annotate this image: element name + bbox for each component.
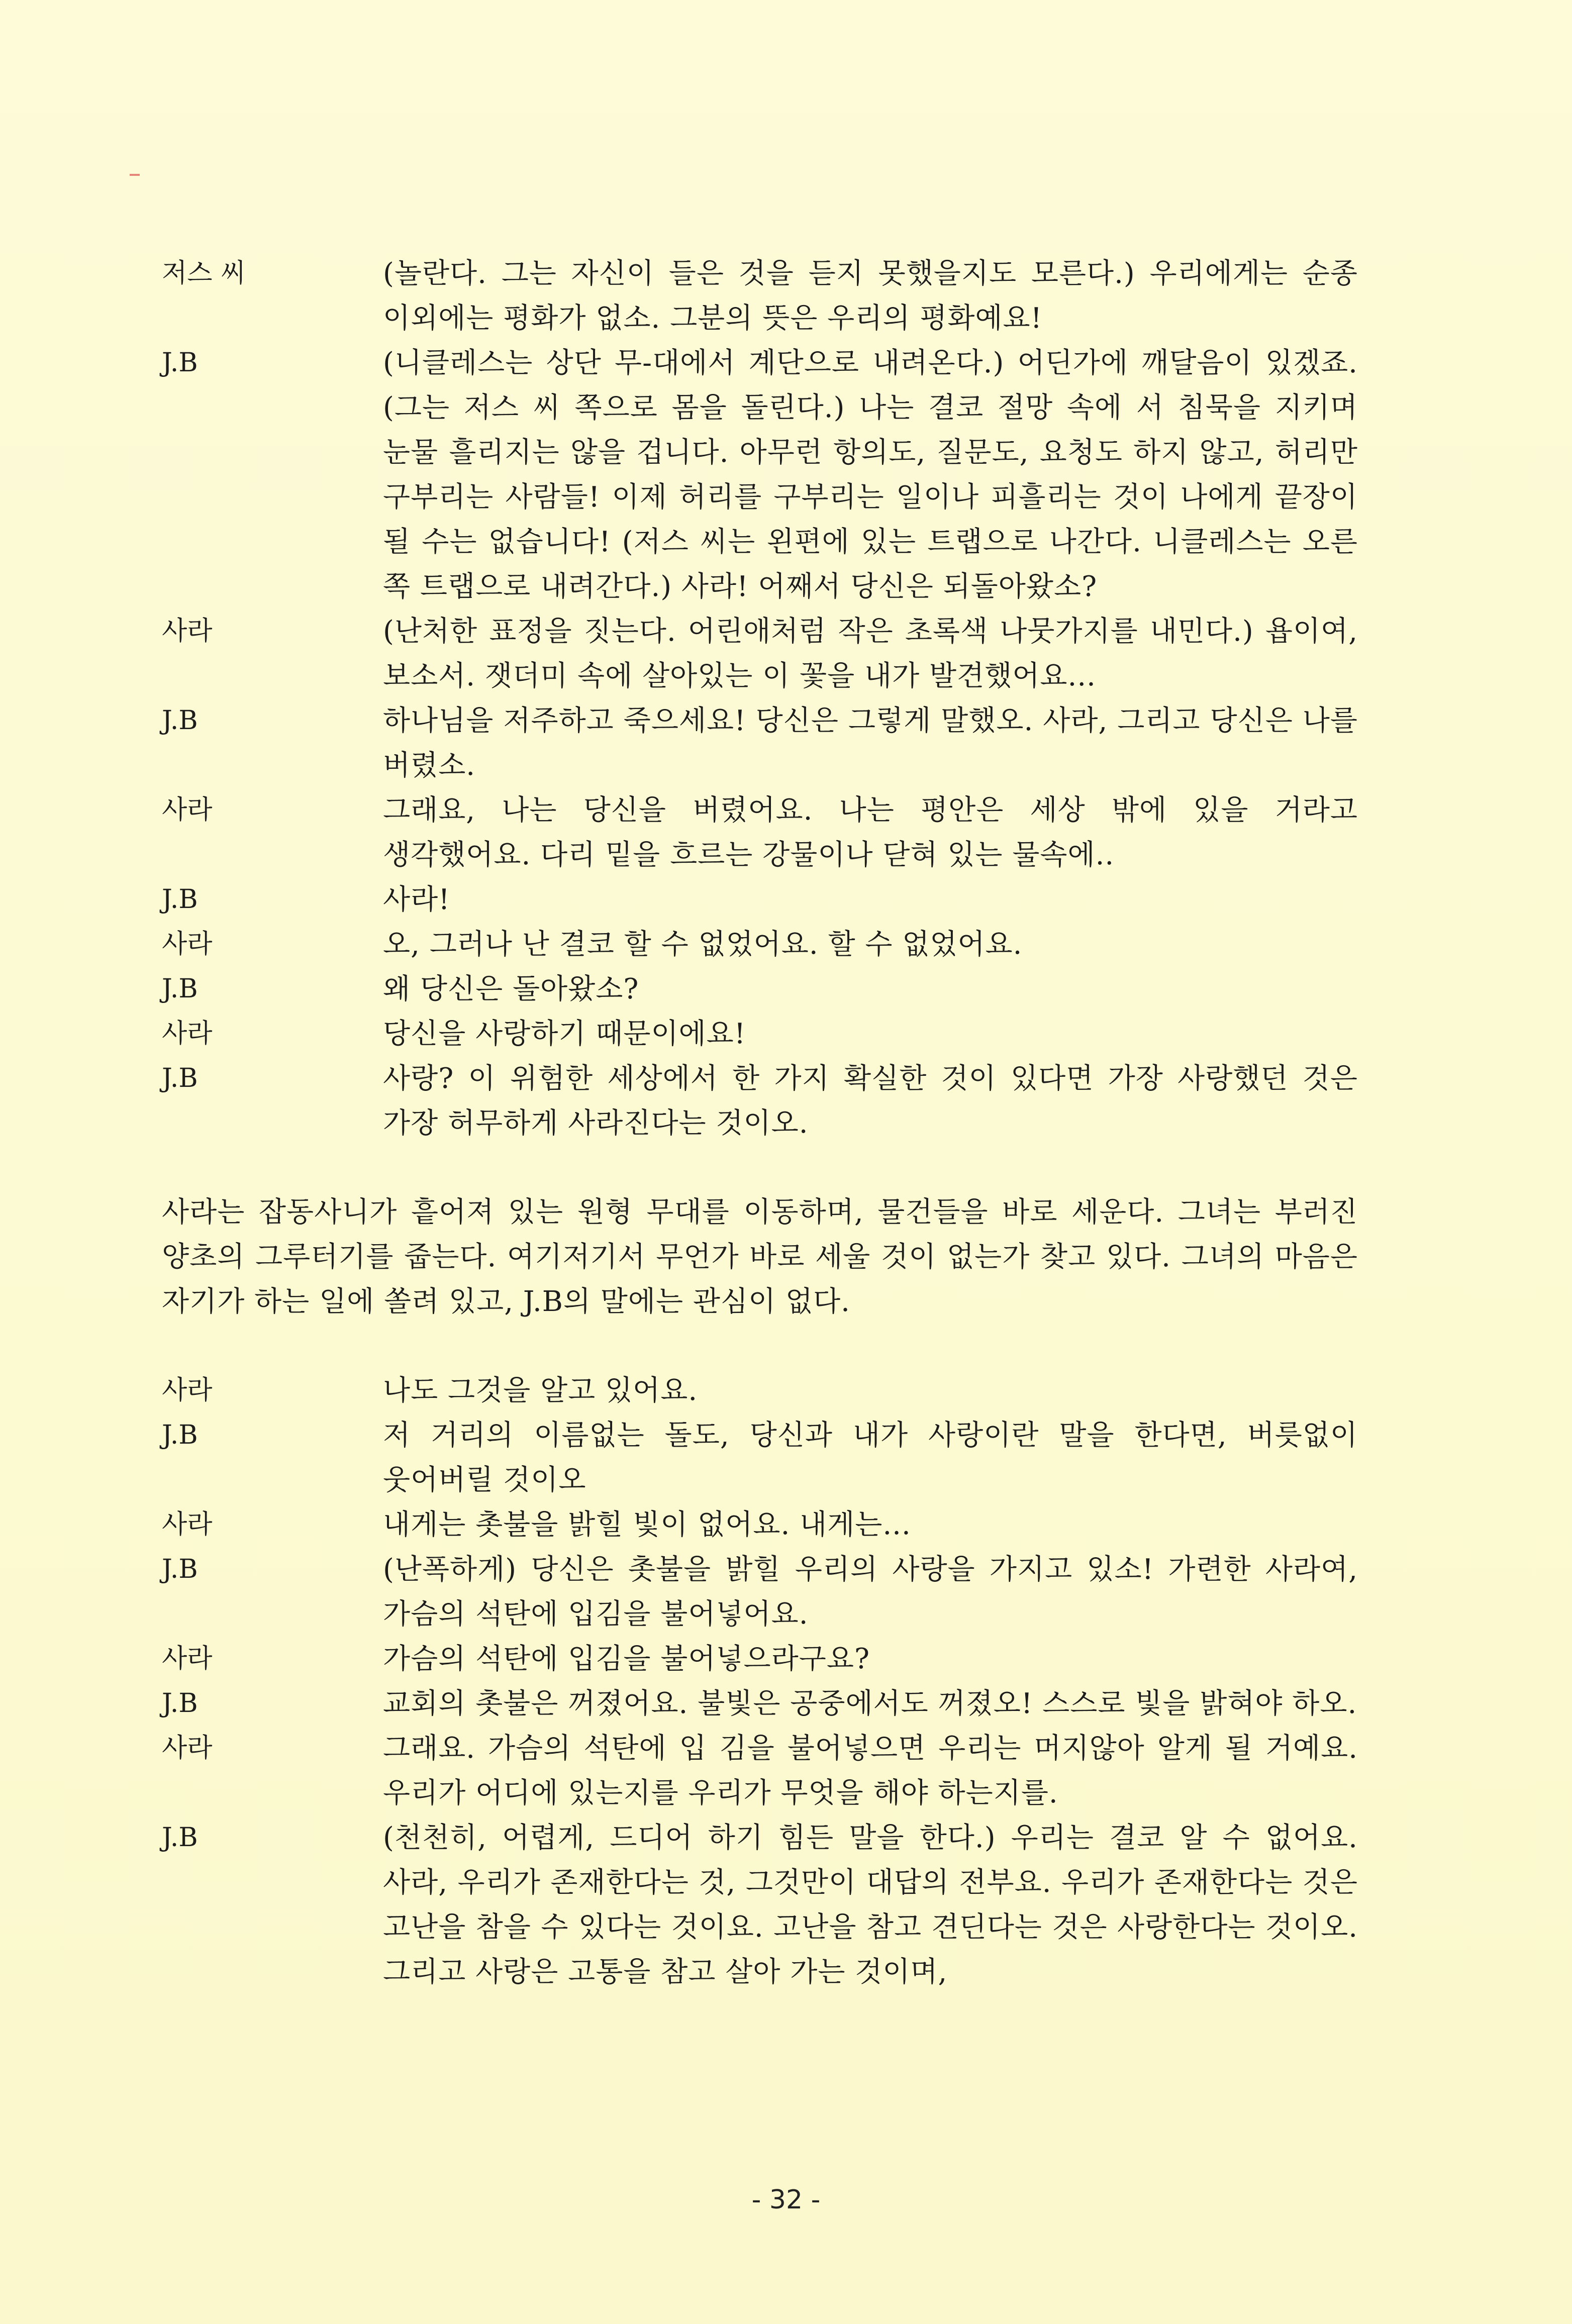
speech-text: 내게는 촛불을 밝힐 빛이 없어요. 내게는... <box>383 1508 911 1541</box>
speaker-name: 사라 <box>162 929 213 959</box>
speech-text: 교회의 촛불은 꺼졌어요. 불빛은 공중에서도 꺼졌오! 스스로 빛을 밝혀야 하오. <box>383 1687 1357 1720</box>
dialogue-line <box>162 609 1358 698</box>
dialogue-line <box>162 1637 1358 1681</box>
speaker-name: J.B <box>162 1688 198 1719</box>
speaker-name: 사라 <box>162 1733 213 1763</box>
speaker-name: J.B <box>162 1554 198 1584</box>
speech-text: (천천히, 어렵게, 드디어 하기 힘든 말을 한다.) 우리는 결코 알 수 없어요. 사라, 우리가 존재한다는 것, 그것만이 대답의 전부요. 우리가 존재한다는 것은 고난을 참을 수 있다는 것이요. 고난을 참고 견딘다는 것은 사랑한다는 것이오. 그리고 사랑은 고통을 참고 살아 가는 것이며, <box>383 1822 1358 1988</box>
speaker-name: J.B <box>162 974 198 1004</box>
dialogue-section-2 <box>162 1368 1358 1994</box>
speaker-name: J.B <box>162 1823 198 1853</box>
dialogue-line <box>162 698 1358 788</box>
speech-text: 사라! <box>383 883 450 916</box>
speaker-name: 저스 씨 <box>162 258 246 288</box>
speech-text: 그래요, 나는 당신을 버렸어요. 나는 평안은 세상 밖에 있을 거라고 생각했어요. 다리 밑을 흐르는 강물이나 닫혀 있는 물속에.. <box>383 794 1358 871</box>
speaker-name: J.B <box>162 884 198 915</box>
speech-text: 하나님을 저주하고 죽으세요! 당신은 그렇게 말했오. 사라, 그리고 당신은 나를 버렸소. <box>383 704 1358 782</box>
dialogue-line <box>162 1815 1358 1994</box>
speech-text: 왜 당신은 돌아왔소? <box>383 973 639 1005</box>
red-ink-mark <box>130 174 140 176</box>
dialogue-line <box>162 1368 1358 1413</box>
dialogue-line <box>162 341 1358 609</box>
speaker-name: J.B <box>162 1420 198 1450</box>
speech-text: (니클레스는 상단 무-대에서 계단으로 내려온다.) 어딘가에 깨달음이 있겠죠. (그는 저스 씨 쪽으로 몸을 돌린다.) 나는 결코 절망 속에 서 침묵을 지키며 눈물 흘리지는 않을 겁니다. 아무런 항의도, 질문도, 요청도 하지 않고, 허리만 구부리는 사람들! 이제 허리를 구부리는 일이나 피흘리는 것이 나에게 끝장이 될 수는 없습니다! (저스 씨는 왼편에 있는 트랩으로 나간다. 니클레스는 오른 쪽 트랩으로 내려간다.) 사라! 어째서 당신은 되돌아왔소? <box>383 347 1358 603</box>
speaker-name: J.B <box>162 348 198 378</box>
speech-text: 나도 그것을 알고 있어요. <box>383 1374 698 1407</box>
speech-text: 당신을 사랑하기 때문이에요! <box>383 1018 746 1050</box>
dialogue-line <box>162 922 1358 967</box>
speech-text: 저 거리의 이름없는 돌도, 당신과 내가 사랑이란 말을 한다면, 버릇없이 웃어버릴 것이오 <box>383 1419 1358 1496</box>
speech-text: 오, 그러나 난 결코 할 수 없었어요. 할 수 없었어요. <box>383 928 1023 961</box>
dialogue-line <box>162 788 1358 877</box>
dialogue-line <box>162 1502 1358 1547</box>
dialogue-line <box>162 1547 1358 1637</box>
speaker-name: 사라 <box>162 1644 213 1674</box>
speaker-name: 사라 <box>162 1019 213 1049</box>
speech-text: 그래요. 가슴의 석탄에 입 김을 불어넣으면 우리는 머지않아 알게 될 거예요. 우리가 어디에 있는지를 우리가 무엇을 해야 하는지를. <box>383 1732 1358 1809</box>
dialogue-section-1 <box>162 251 1358 1146</box>
speech-text: 사랑? 이 위험한 세상에서 한 가지 확실한 것이 있다면 가장 사랑했던 것은 가장 허무하게 사라진다는 것이오. <box>383 1062 1358 1140</box>
dialogue-line <box>162 1012 1358 1056</box>
speech-text: (놀란다. 그는 자신이 들은 것을 듣지 못했을지도 모른다.) 우리에게는 순종 이외에는 평화가 없소. 그분의 뜻은 우리의 평화예요! <box>383 257 1358 335</box>
stage-direction: 사라는 잡동사니가 흩어져 있는 원형 무대를 이동하며, 물건들을 바로 세운다. 그녀는 부러진 양초의 그루터기를 줍는다. 여기저기서 무언가 바로 세울 것이 없는가 찾고 있다. 그녀의 마음은 자기가 하는 일에 쏠려 있고, J.B의 말에는 관심이 없다. <box>162 1196 1358 1318</box>
speech-text: (난폭하게) 당신은 촛불을 밝힐 우리의 사랑을 가지고 있소! 가련한 사라여, 가슴의 석탄에 입김을 불어넣어요. <box>383 1553 1358 1631</box>
speech-text: 가슴의 석탄에 입김을 불어넣으라구요? <box>383 1643 870 1675</box>
page-number: - 32 - <box>751 2185 821 2215</box>
dialogue-line <box>162 877 1358 922</box>
dialogue-line <box>162 967 1358 1012</box>
dialogue-line <box>162 1681 1358 1726</box>
speaker-name: J.B <box>162 1063 198 1093</box>
speaker-name: 사라 <box>162 616 213 646</box>
dialogue-line <box>162 1726 1358 1815</box>
speaker-name: 사라 <box>162 1509 213 1540</box>
script-content <box>162 251 1358 1994</box>
speech-text: (난처한 표정을 짓는다. 어린애처럼 작은 초록색 나뭇가지를 내민다.) 욥이여, 보소서. 잿더미 속에 살아있는 이 꽃을 내가 발견했어요... <box>383 615 1358 692</box>
speaker-name: 사라 <box>162 795 213 825</box>
dialogue-line <box>162 1056 1358 1146</box>
speaker-name: 사라 <box>162 1375 213 1405</box>
dialogue-line <box>162 251 1358 341</box>
dialogue-line <box>162 1413 1358 1502</box>
speaker-name: J.B <box>162 705 198 736</box>
